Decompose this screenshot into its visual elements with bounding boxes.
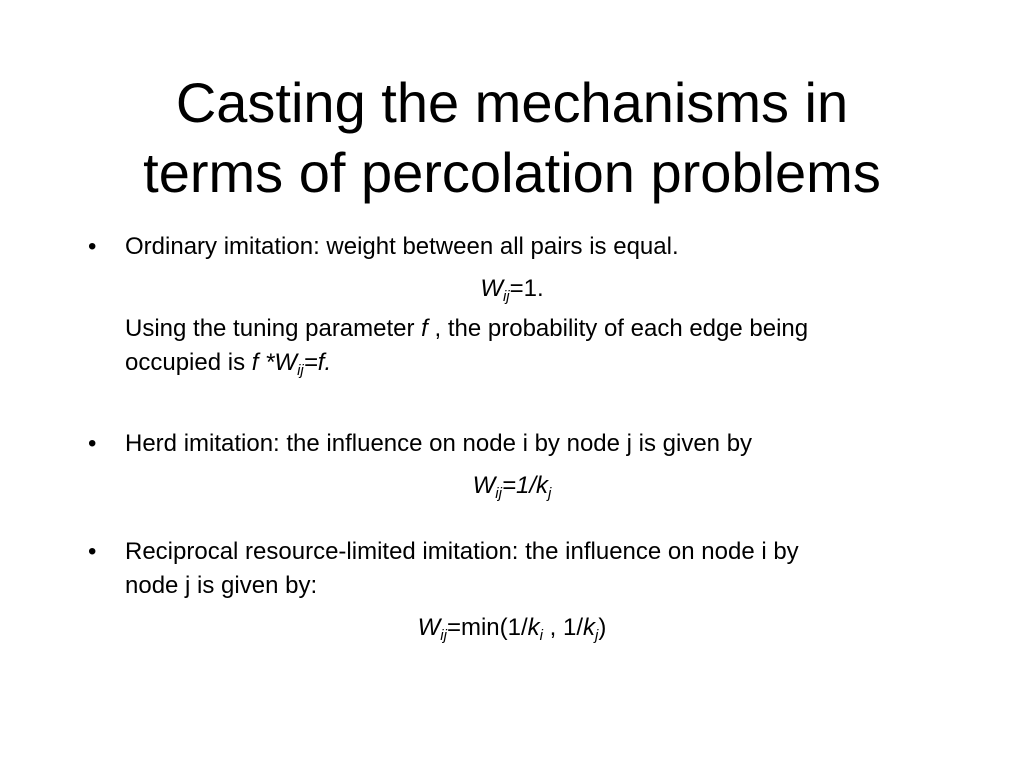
- formula-sub-j: j: [595, 627, 599, 644]
- bullet-1-note-line-1: [125, 312, 965, 346]
- bullet-marker-3: •: [88, 538, 97, 565]
- bullet-3-text-line-2: node j is given by:: [125, 572, 318, 599]
- bullet-3-text-line-1: Reciprocal resource-limited imitation: the influence on node i by: [125, 538, 799, 565]
- formula-reciprocal: [0, 611, 1024, 645]
- note-formula-sub: ij: [297, 362, 304, 379]
- formula-w: W: [480, 275, 503, 302]
- formula-rest: =1.: [509, 275, 544, 302]
- note-text: Using the tuning parameter: [125, 315, 422, 342]
- formula-rest: =1/k: [501, 472, 548, 499]
- formula-herd: [0, 469, 1024, 503]
- bullet-marker-2: •: [88, 430, 97, 457]
- formula-k: k: [527, 614, 540, 641]
- formula-min: =min(1/: [446, 614, 528, 641]
- tuning-parameter-f: f: [251, 349, 259, 376]
- formula-sub-j: j: [548, 485, 552, 502]
- formula-separator: , 1/: [543, 614, 584, 641]
- formula-close: ): [598, 614, 607, 641]
- formula-sub: ij: [440, 627, 447, 644]
- formula-sub: ij: [502, 288, 510, 305]
- title-line-1: Casting the mechanisms in: [175, 71, 849, 134]
- formula-ordinary: [0, 272, 1024, 306]
- bullet-1-note-line-2: [125, 346, 965, 380]
- title-line-2: terms of percolation problems: [143, 141, 881, 204]
- formula-w: W: [472, 472, 496, 499]
- bullet-1-text: Ordinary imitation: weight between all pairs is equal.: [125, 233, 679, 260]
- note-formula-rest: =f.: [303, 349, 332, 376]
- formula-sub: ij: [495, 485, 502, 502]
- note-text: , the probability of each edge being: [427, 315, 809, 342]
- note-formula-w: *W: [258, 349, 298, 376]
- slide-title: [60, 68, 964, 208]
- formula-sub-i: i: [539, 627, 543, 644]
- tuning-parameter-f: f: [421, 315, 428, 342]
- note-text: occupied is: [125, 349, 252, 376]
- bullet-2-text: Herd imitation: the influence on node i by node j is given by: [125, 430, 753, 457]
- formula-w: W: [417, 614, 441, 641]
- bullet-marker-1: •: [88, 233, 97, 260]
- formula-k: k: [583, 614, 596, 641]
